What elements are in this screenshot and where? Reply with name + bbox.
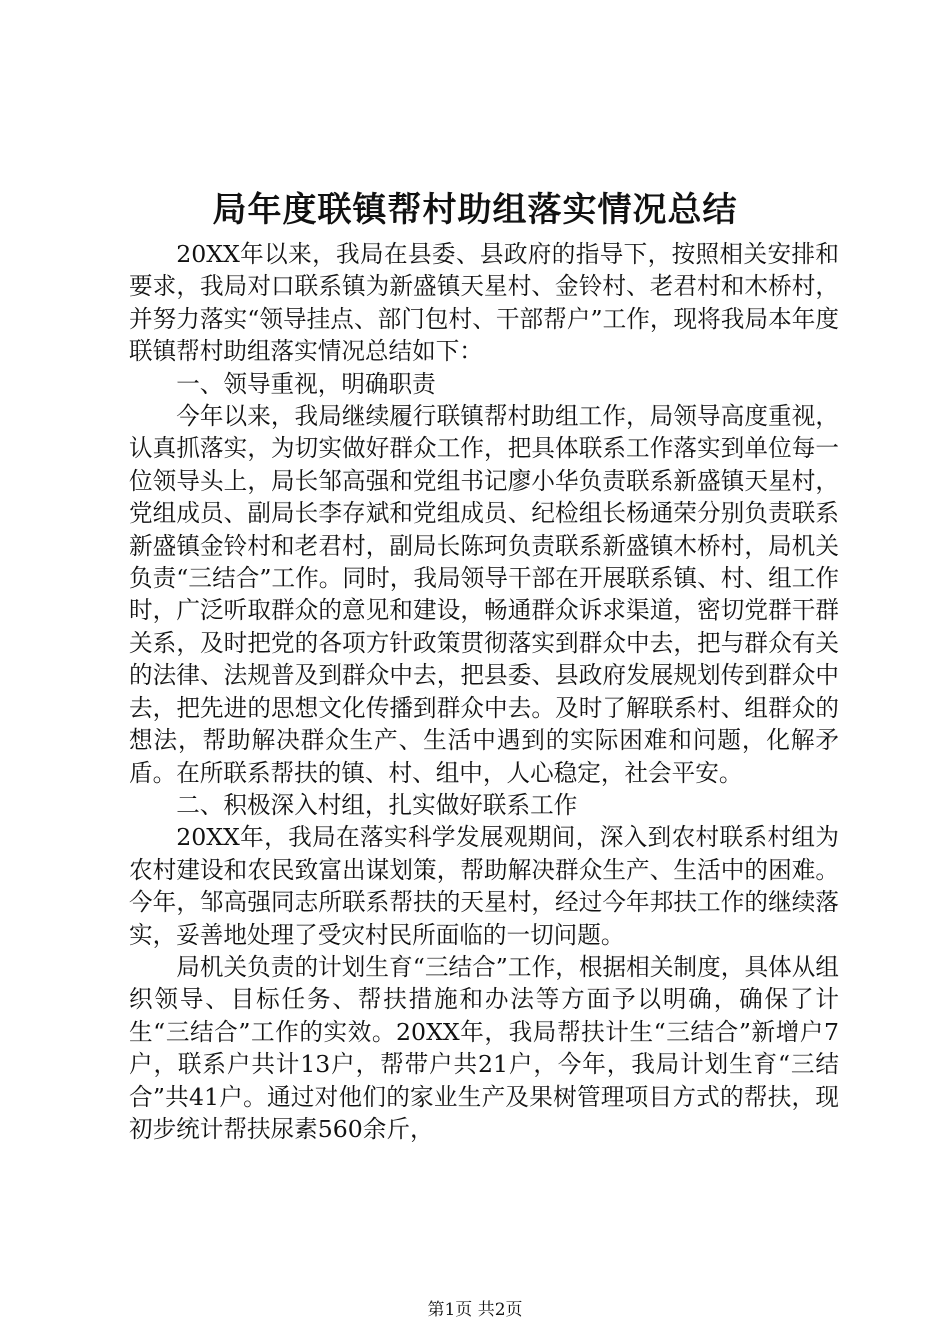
- paragraph-intro: 20XX年以来，我局在县委、县政府的指导下，按照相关安排和要求，我局对口联系镇为新盛镇天星村、金铃村、老君村和木桥村，并努力落实“领导挂点、部门包村、干部帮户”工作，现将我局本年度联镇帮村助组落实情况总结如下：: [129, 240, 839, 366]
- page-number-footer: 第1页 共2页: [427, 1300, 523, 1320]
- document-body: [129, 238, 839, 1145]
- paragraph-section-2: 20XX年，我局在落实科学发展观期间，深入到农村联系村组为农村建设和农民致富出谋划策，帮助解决群众生产、生活中的困难。今年，邹高强同志所联系帮扶的天星村，经过今年邦扶工作的继续落实，妥善地处理了受灾村民所面临的一切问题。: [129, 823, 839, 949]
- section-heading-2: 二、积极深入村组，扎实做好联系工作: [176, 790, 578, 819]
- paragraph-section-1: 今年以来，我局继续履行联镇帮村助组工作，局领导高度重视，认真抓落实，为切实做好群众工作，把具体联系工作落实到单位每一位领导头上，局长邹高强和党组书记廖小华负责联系新盛镇天星村，党组成员、副局长李存斌和党组成员、纪检组长杨通荣分别负责联系新盛镇金铃村和老君村，副局长陈珂负责联系新盛镇木桥村，局机关负责“三结合”工作。同时，我局领导干部在开展联系镇、村、组工作时，广泛听取群众的意见和建设，畅通群众诉求渠道，密切党群干群关系，及时把党的各项方针政策贯彻落实到群众中去，把与群众有关的法律、法规普及到群众中去，把县委、县政府发展规划传到群众中去，把先进的思想文化传播到群众中去。及时了解联系村、组群众的想法，帮助解决群众生产、生活中遇到的实际困难和问题，化解矛盾。在所联系帮扶的镇、村、组中，人心稳定，社会平安。: [129, 402, 839, 787]
- document-title: 局年度联镇帮村助组落实情况总结: [212, 190, 738, 230]
- paragraph-family-planning: 局机关负责的计划生育“三结合”工作，根据相关制度，具体从组织领导、目标任务、帮扶措施和办法等方面予以明确，确保了计生“三结合”工作的实效。20XX年，我局帮扶计生“三结合”新增户7户，联系户共计13户，帮带户共21户，今年，我局计划生育“三结合”共41户。通过对他们的家业生产及果树管理项目方式的帮扶，现初步统计帮扶尿素560余斤，: [129, 952, 839, 1143]
- section-heading-1: 一、领导重视，明确职责: [176, 369, 436, 398]
